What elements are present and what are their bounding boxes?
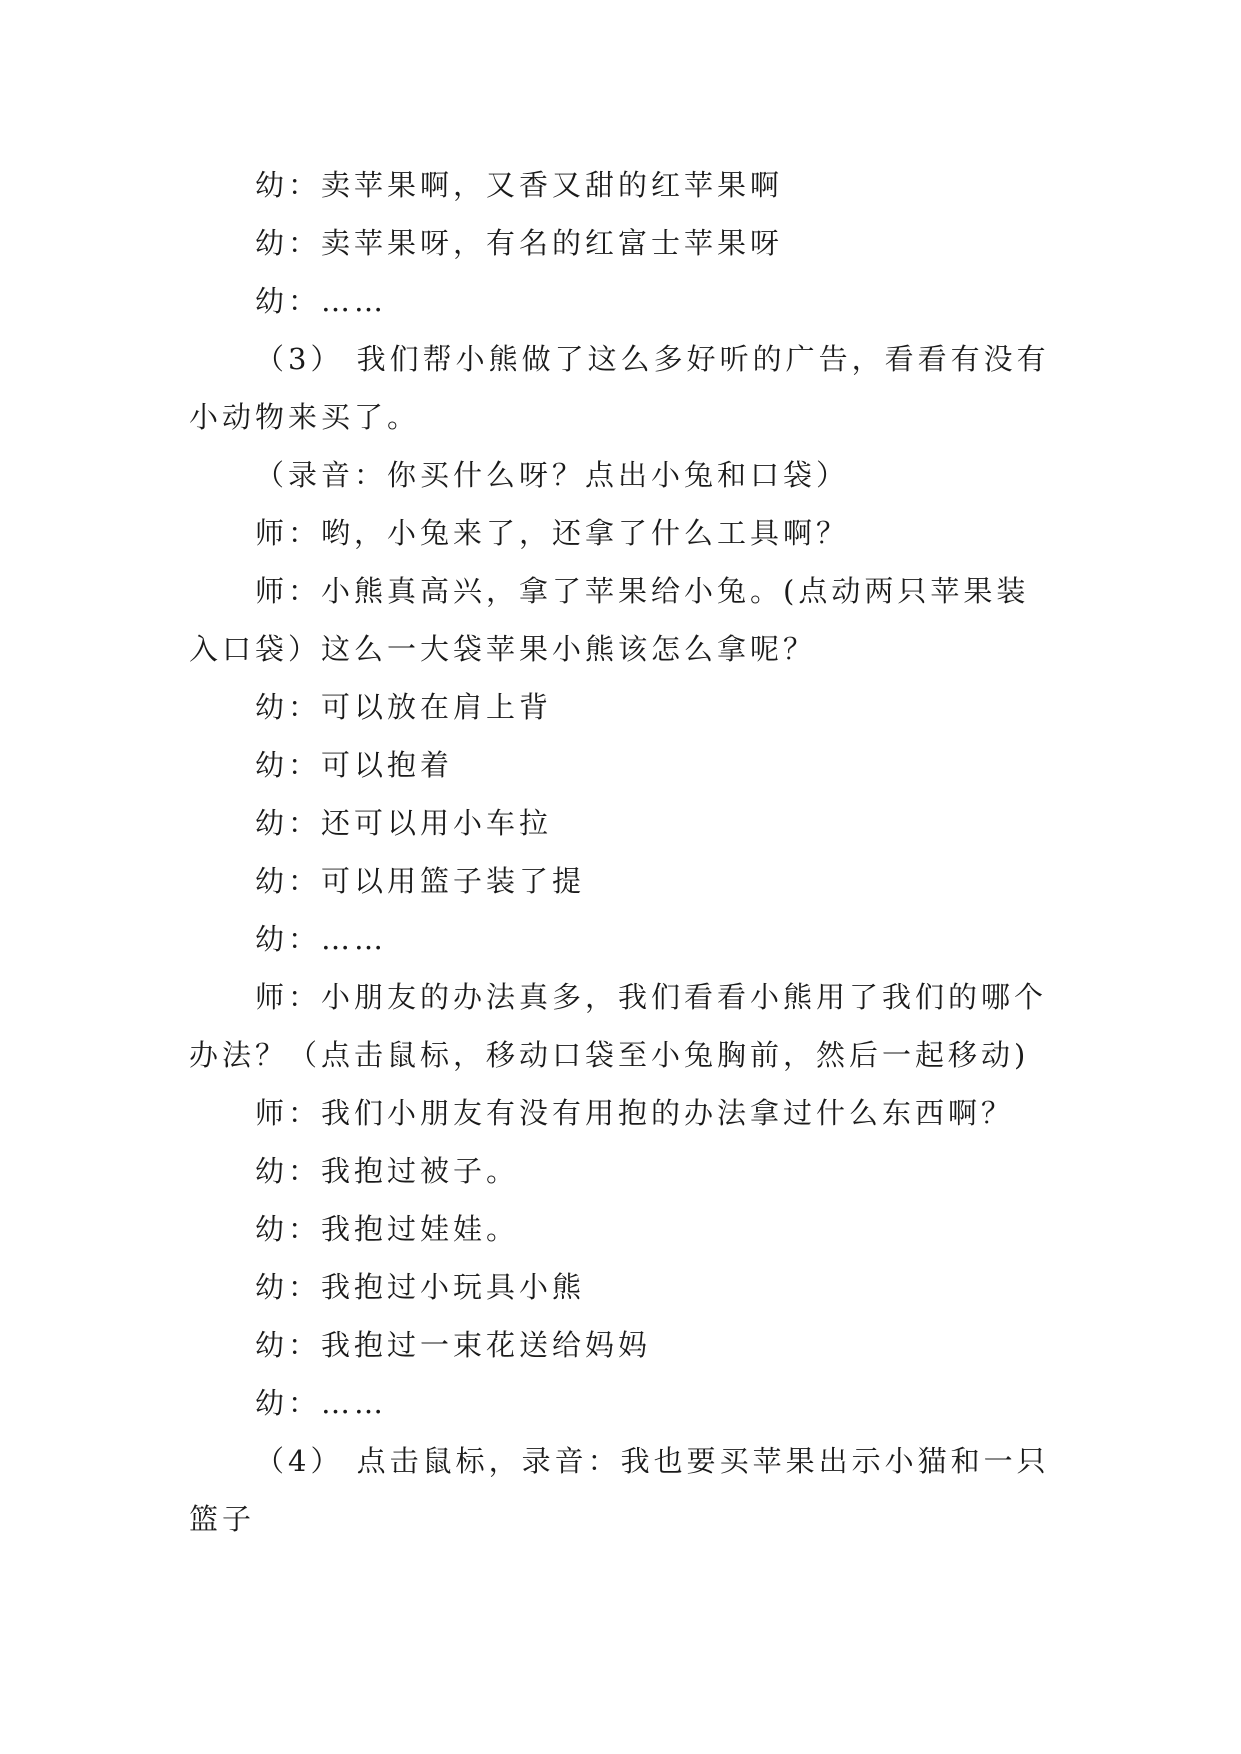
dialogue-line: 幼：我抱过被子。 (255, 1154, 520, 1188)
dialogue-line: 师：小朋友的办法真多，我们看看小熊用了我们的哪个 (255, 980, 1048, 1014)
dialogue-line: 幼：卖苹果呀，有名的红富士苹果呀 (255, 226, 784, 260)
dialogue-line: 幼：我抱过娃娃。 (255, 1212, 520, 1246)
dialogue-line: 幼：卖苹果啊，又香又甜的红苹果啊 (255, 168, 784, 202)
dialogue-line: 师：我们小朋友有没有用抱的办法拿过什么东西啊？ (255, 1096, 1015, 1130)
paragraph-continuation: 办法？（点击鼠标，移动口袋至小兔胸前，然后一起移动) (189, 1038, 1030, 1072)
dialogue-line: 幼：可以放在肩上背 (255, 690, 553, 724)
step-heading-line: （3） 我们帮小熊做了这么多好听的广告，看看有没有 (255, 342, 1050, 376)
dialogue-line: 幼：还可以用小车拉 (255, 806, 553, 840)
dialogue-line: 师：哟，小兔来了，还拿了什么工具啊？ (255, 516, 850, 550)
document-body (189, 156, 1049, 1548)
dialogue-line: 幼：我抱过一束花送给妈妈 (255, 1328, 652, 1362)
dialogue-line: 幼：可以用篮子装了提 (255, 864, 586, 898)
paragraph-continuation: 入口袋）这么一大袋苹果小熊该怎么拿呢？ (189, 632, 817, 666)
dialogue-line: 幼：…… (255, 1386, 388, 1420)
paragraph-continuation: 篮子 (189, 1502, 256, 1536)
dialogue-line: 幼：我抱过小玩具小熊 (255, 1270, 586, 1304)
step-heading-line: （4） 点击鼠标，录音：我也要买苹果出示小猫和一只 (255, 1444, 1050, 1478)
dialogue-line: 师：小熊真高兴，拿了苹果给小兔。(点动两只苹果装 (255, 574, 1030, 608)
paragraph-continuation: 小动物来买了。 (189, 400, 421, 434)
dialogue-line: 幼：可以抱着 (255, 748, 454, 782)
dialogue-line: 幼：…… (255, 922, 388, 956)
dialogue-line: 幼：…… (255, 284, 388, 318)
recording-note: （录音：你买什么呀？点出小兔和口袋） (255, 458, 850, 492)
